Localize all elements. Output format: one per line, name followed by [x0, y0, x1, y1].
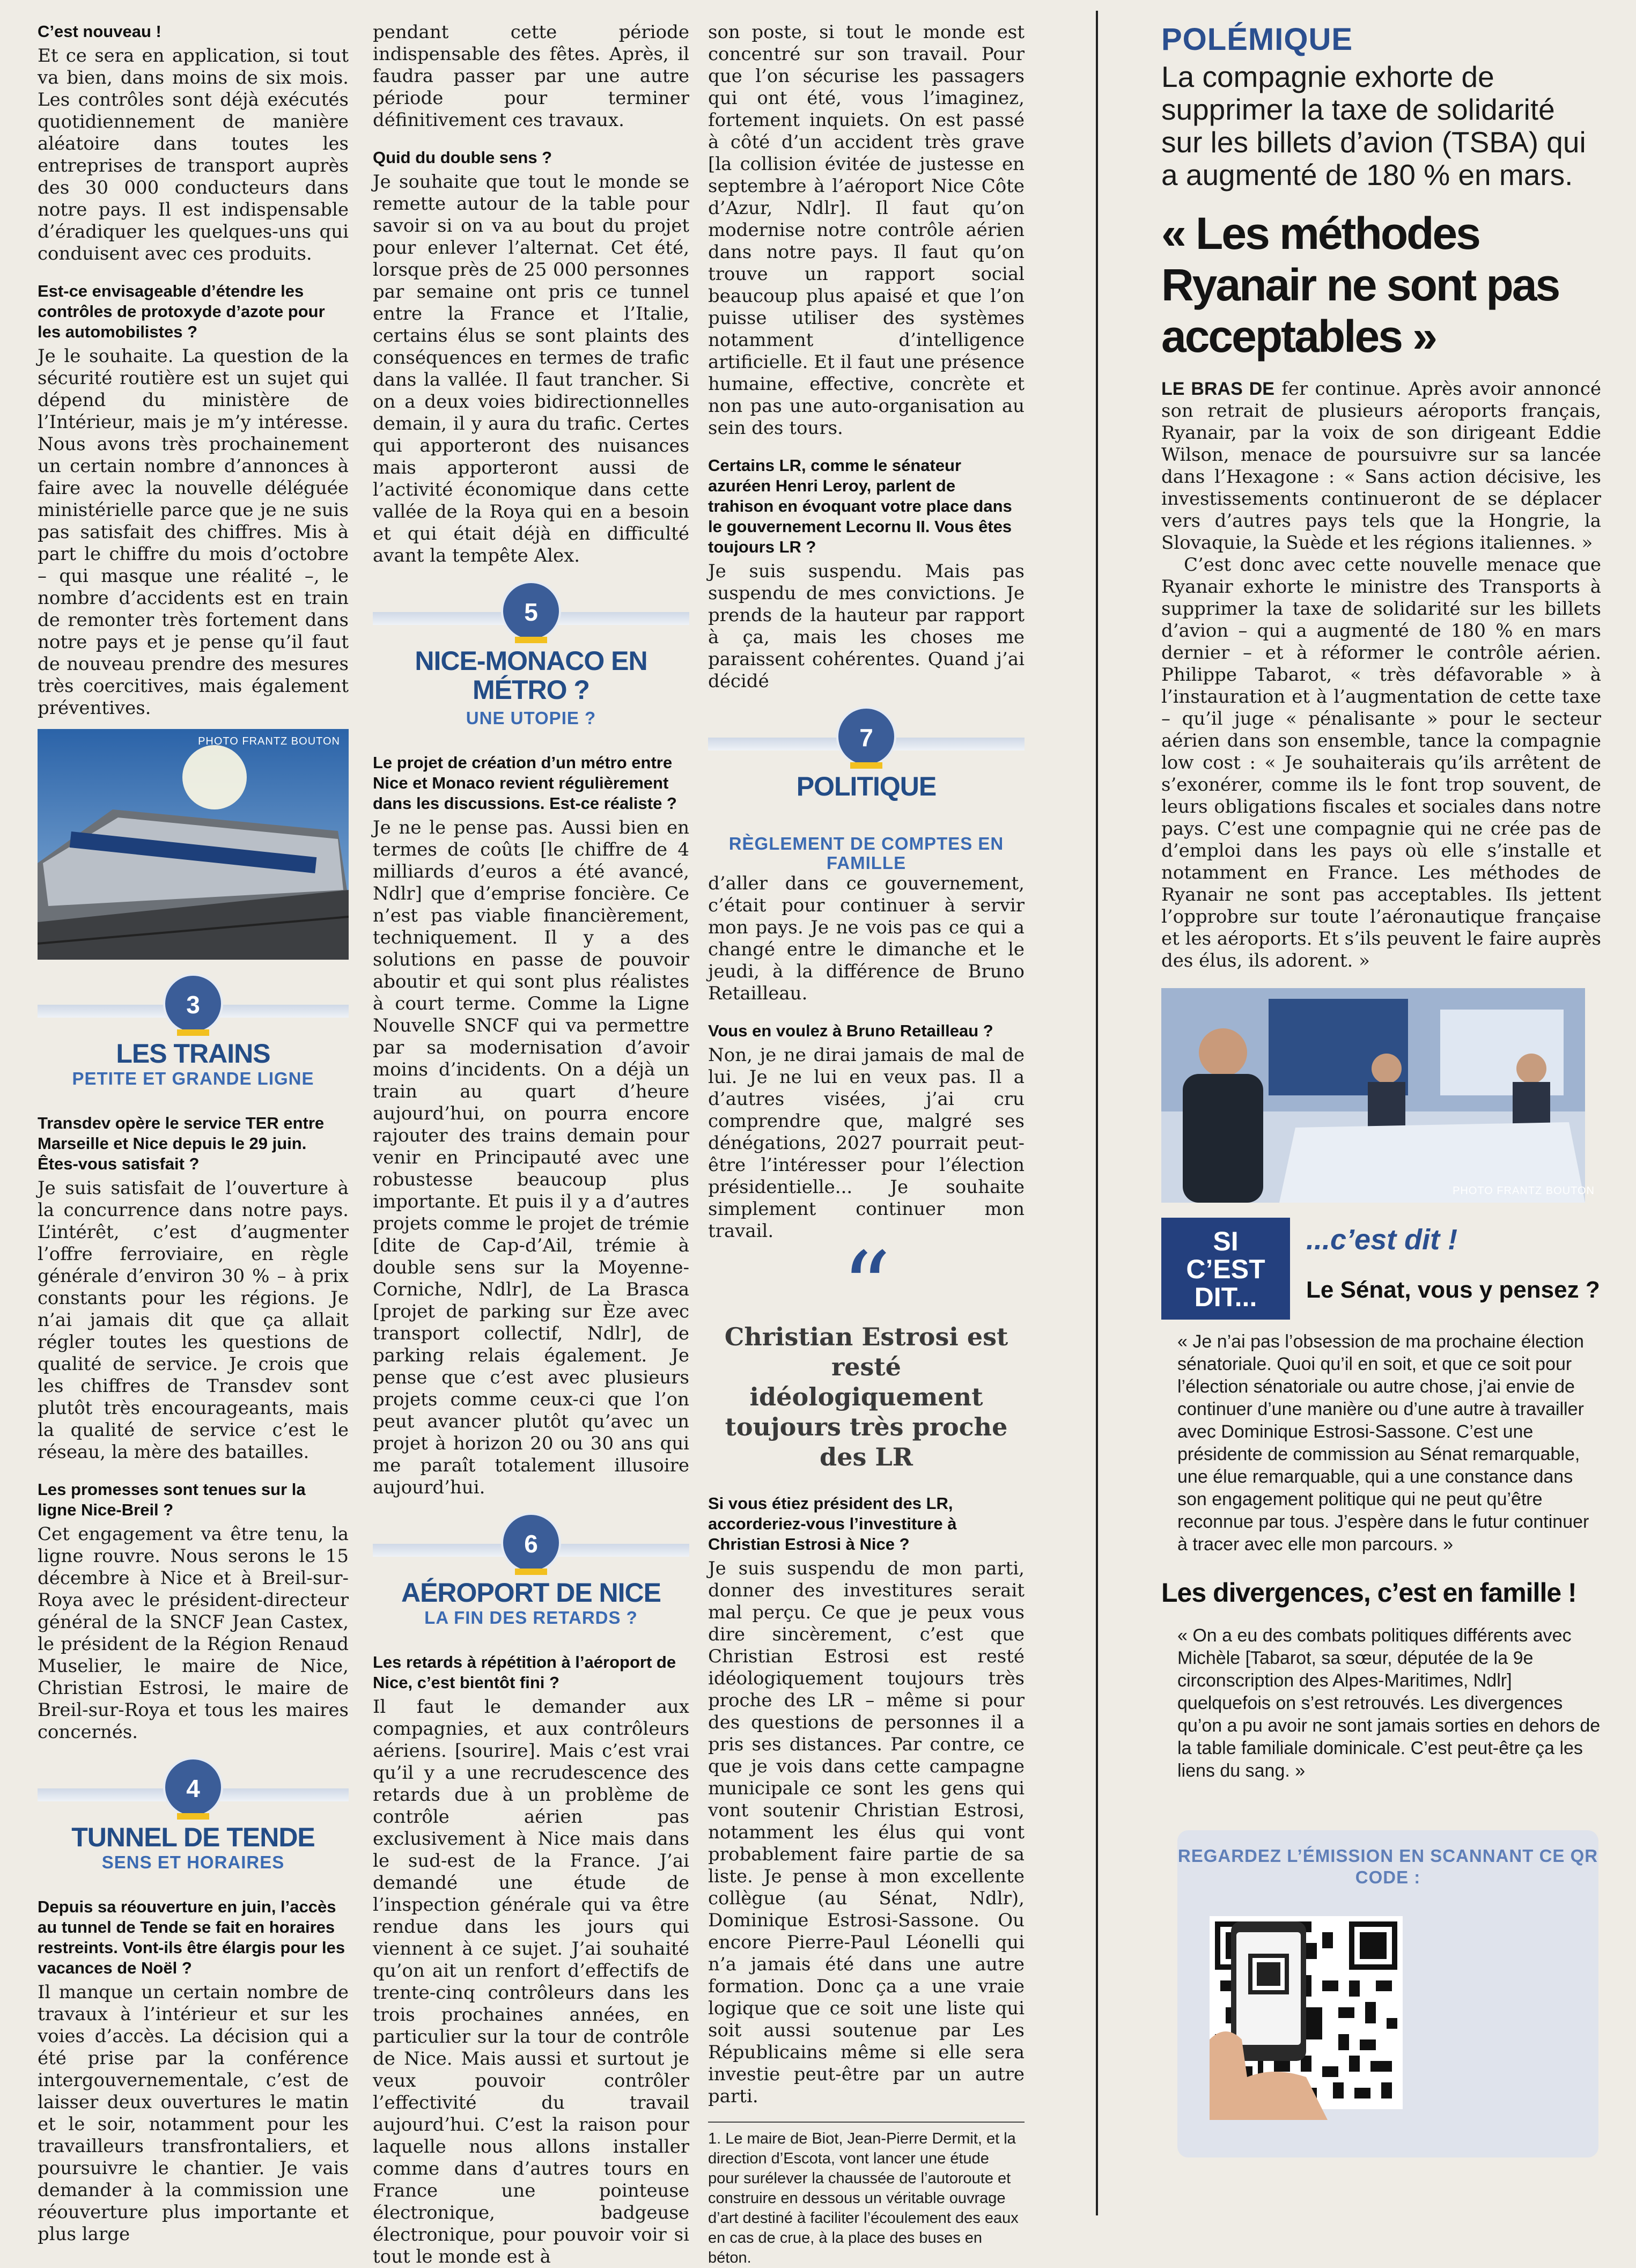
lede: La compagnie exhorte de supprimer la taxe de solidarité sur les billets d’avion (TSBA) qui a augmenté de 180 % en mars. — [1161, 60, 1586, 192]
qr-code-panel — [1177, 1830, 1598, 2157]
qr-instruction: REGARDEZ L’ÉMISSION EN SCANNANT CE QR CODE : — [1177, 1846, 1598, 1887]
section-number: 7 — [836, 706, 896, 767]
section-title: NICE-MONACO EN MÉTRO ? — [415, 646, 647, 705]
train-illustration — [38, 729, 349, 960]
section-title: AÉROPORT DE NICE — [401, 1578, 661, 1608]
si-cest-dit-block — [1161, 1218, 1601, 1320]
answer: Je suis suspendu. Mais pas suspendu de mes convictions. Je prends de la hauteur par rapport à ça, mais les choses me paraissent cohérentes. Quand j’ai décidé — [708, 561, 1025, 692]
train-photo — [38, 729, 349, 960]
section-subtitle: SENS ET HORAIRES — [101, 1852, 285, 1872]
studio-illustration — [1161, 988, 1585, 1203]
question: Transdev opère le service TER entre Marseille et Nice depuis le 29 juin. Êtes-vous satisfait ? — [38, 1114, 325, 1173]
question: Le projet de création d’un métro entre Nice et Monaco revient régulièrement dans les discussions. Est-ce réaliste ? — [373, 753, 677, 813]
answer: Je suis satisfait de l’ouverture à la concurrence dans notre pays. L’intérêt, c’est d’augmenter l’offre ferroviaire, en règle générale d’environ 30 % – à prix constants pour les régions. Je n’ai jamais dit que ça allait régler toutes les questions de qualité de service. Je crois que les chiffres de Transdev sont plutôt très encourageants, mais la qualité de service c’est le réseau, la mère des batailles. — [38, 1177, 349, 1463]
answer: Cet engagement va être tenu, la ligne rouvre. Nous serons le 15 décembre à Nice et à Breil-sur-Roya avec le président-directeur général de la SNCF Jean Castex, le président de la Région Renaud Muselier, le maire de Nice, Christian Estrosi, le maire de Breil-sur-Roya et tous les maires concernés. — [38, 1523, 349, 1743]
section-number: 4 — [163, 1757, 223, 1817]
answer: son poste, si tout le monde est concentré sur son travail. Pour que l’on sécurise les passagers qui ont été, vous l’imaginez, fortement inquiets. On est passé à côté d’un accident très grave [la collision évitée de justesse en septembre à l’aéroport Nice Côte d’Azur, Ndlr]. Il faut qu’on modernise notre contrôle aérien dans notre pays. Il faut qu’on trouve un rapport social beaucoup plus apaisé et que l’on puisse utiliser des systèmes notamment d’intelligence artificielle. Et il faut une présence humaine, effective, concrète et non pas une auto-organisation au sein des tours. — [708, 21, 1025, 439]
answer: Je ne le pense pas. Aussi bien en termes de coûts [le chiffre de 4 milliards d’euros a été avancé, Ndlr] que d’emprise foncière. Ce n’est pas viable financièrement, techniquement. Il y a des solutions en passe de pouvoir aboutir et qui sont plus réalistes à court terme. Comme la Ligne Nouvelle SNCF qui va permettre par sa modernisation d’avoir moins d’incidents. On a déjà un train au quart d’heure aujourd’hui, on pourra encore rajouter des trains demain pour venir en Principauté avec une robustesse beaucoup plus importante. Et puis il y a d’autres projets comme le projet de trémie [dite de Cap-d’Ail, trémie à double sens sur la Moyenne-Corniche, Ndlr], de La Brasca [projet de parking sur Èze avec transport collectif, Ndlr], de parking relais également. Je pense que c’est avec plusieurs projets comme ceux-ci que l’on peut avancer plutôt qu’avec un projet à horizon 20 ou 30 ans qui me paraît totalement illusoire aujourd’hui. — [373, 817, 689, 1498]
photo-credit: PHOTO FRANTZ BOUTON — [198, 735, 340, 747]
phone-in-hand-icon — [1210, 1916, 1328, 2120]
answer: Et ce sera en application, si tout va bien, dans moins de six mois. Les contrôles sont déjà exécutés quotidiennement de manière aléatoire dans toutes les entreprises de transport auprès des 30 000 conducteurs dans notre pays. Il est indispensable d’éradiquer les quelques-uns qui conduisent avec ces produits. — [38, 45, 349, 264]
section-header-metro — [373, 581, 689, 737]
column-3 — [708, 21, 1025, 2268]
question: Si vous étiez président des LR, accorderiez-vous l’investiture à Christian Estrosi à Nice ? — [708, 1494, 957, 1553]
section-number: 6 — [501, 1513, 561, 1573]
column-4 — [1161, 21, 1601, 2157]
section-subtitle: RÈGLEMENT DE COMPTES EN FAMILLE — [728, 834, 1004, 873]
section-subtitle: PETITE ET GRANDE LIGNE — [72, 1069, 314, 1088]
answer: Je souhaite que tout le monde se remette autour de la table pour savoir si on va au bout du projet pour enlever l’alternat. Cet été, lorsque près de 25 000 personnes par semaine ont pris ce tunnel entre la France et l’Italie, certains élus se sont plaints des conséquences en termes de trafic dans la vallée. Il faut trancher. Si on a deux voies bidirectionnelles demain, il y aura du trafic. Certes qui apporteront des nuisances mais apporteront aussi de l’activité économique dans cette vallée de la Roya qui en a besoin et qui était déjà en difficulté avant la tempête Alex. — [373, 171, 689, 566]
section-subtitle: UNE UTOPIE ? — [466, 708, 596, 728]
studio-photo — [1161, 988, 1601, 1203]
question: Certains LR, comme le sénateur azuréen Henri Leroy, parlent de trahison en évoquant votre place dans le gouvernement Lecornu II. Vous êtes toujours LR ? — [708, 456, 1012, 556]
section-title: LES TRAINS — [116, 1039, 270, 1069]
question: Est-ce envisageable d’étendre les contrôles de protoxyde d’azote pour les automobilistes ? — [38, 282, 325, 341]
kicker: POLÉMIQUE — [1161, 22, 1353, 57]
answer: Je suis suspendu de mon parti, donner des investitures serait mal perçu. Ce que je peux vous dire sincèrement, c’est que Christian Estrosi est resté idéologiquement toujours très proche des LR – même si pour des questions de personnes il a pris ses distances. Par contre, ce que je vois dans cette campagne municipale ce sont les gens qui vont soutenir Christian Estrosi, notamment les élus qui vont probablement faire partie de sa liste. Je pense à mon excellente collègue (au Sénat, Ndlr), Dominique Estrosi-Sassone. Ou encore Pierre-Paul Léonelli qui n’a jamais été dans une autre formation. Donc ça a une vraie logique que ce soit une liste qui soit aussi soutenue par Les Républicains même si elle sera investie peut-être par un autre parti. — [708, 1558, 1025, 2107]
article-paragraph: C’est donc avec cette nouvelle menace que Ryanair exhorte le ministre des Transports à supprimer la taxe de solidarité sur les billets d’avion – qui a augmenté de 180 % en mars dernier – et à réformer le contrôle aérien. Philippe Tabarot, « très défavorable » à l’instauration et à l’augmentation de cette taxe – qu’il juge « pénalisante » pour le secteur aérien dans son ensemble, tance la compagnie low cost : « Je souhaiterais qu’ils arrêtent de s’exonérer, comme ils le font trop souvent, de leurs obligations fiscales et sociales dans notre pays. C’est une compagnie qui ne crée pas de d’emploi dans les pays où elle s’installe et notamment en France. Les méthodes de Ryanair ne sont pas acceptables. Ils jettent l’opprobre sur toute l’aéronautique française et les aéroports. Et s’ils peuvent le faire auprès des élus, ils adorent. » — [1161, 554, 1601, 971]
question: Le Sénat, vous y pensez ? — [1306, 1277, 1600, 1303]
answer: Non, je ne dirai jamais de mal de lui. Je ne lui en veux pas. Il a d’autres visées, j’ai cru comprendre que, malgré ses dénégations, 2027 pourrait peut-être l’intéresser pour l’élection présidentielle... Je souhaite simplement continuer mon travail. — [708, 1044, 1025, 1242]
quote-text: « Je n’ai pas l’obsession de ma prochaine élection sénatoriale. Quoi qu’il en soit, et que ce soit pour l’élection sénatoriale ou autre chose, j’ai envie de continuer d’une manière ou d’une autre à travailler avec Dominique Estrosi-Sassone. C’est une présidente de commission au Sénat remarquable, une élue remarquable, qui a une constance dans son engagement politique qui ne peut qu’être reconnue par tous. J’espère dans le futur continuer à tracer avec elle mon parcours. » — [1177, 1331, 1589, 1555]
answer: pendant cette période indispensable des fêtes. Après, il faudra passer par une autre période pour terminer définitivement ces travaux. — [373, 21, 689, 131]
section-title: TUNNEL DE TENDE — [71, 1822, 315, 1852]
article-paragraph: LE BRAS DE fer continue. Après avoir annoncé son retrait de plusieurs aéroports français, Ryanair, par la voix de son dirigeant Eddie Wilson, menace de poursuivre sur sa lancée dans l’Hexagone : « Sans action décisive, les investissements continueront de se déplacer vers d’autres pays tels que la Hongrie, la Slovaquie, la Suède et les régions italiennes. » — [1161, 378, 1601, 554]
question: Les promesses sont tenues sur la ligne Nice-Breil ? — [38, 1480, 306, 1519]
answer: Il manque un certain nombre de travaux à l’intérieur et sur les voies d’accès. La décision qui a été prise par la conférence intergouvernementale, c’est de laisser deux ouvertures le matin et le soir, notamment pour les travailleurs transfrontaliers, et poursuivre le chantier. Je vais demander à la commission une réouverture plus importante et plus large — [38, 1982, 349, 2245]
question: Depuis sa réouverture en juin, l’accès au tunnel de Tende se fait en horaires restreints. Vont-ils être élargis pour les vacances de Noël ? — [38, 1897, 345, 1977]
lead-in: LE BRAS DE — [1161, 379, 1274, 399]
section-number: 5 — [501, 581, 561, 641]
section-header-trains — [38, 974, 349, 1097]
section-subtitle: LA FIN DES RETARDS ? — [424, 1608, 638, 1628]
answer: Je le souhaite. La question de la sécurité routière est un sujet qui dépend du ministère de l’Intérieur, mais je m’y intéresse. Nous avons très prochainement un certain nombre d’annonces à faire avec la nouvelle déléguée ministérielle parce que je ne suis pas satisfait des chiffres. Mis à part le chiffre du mois d’octobre – qui masque une réalité –, le nombre d’accidents est en train de remonter très fortement dans notre pays et je pense qu’il faut de nouveau prendre des mesures très coercitives, mais également préventives. — [38, 345, 349, 719]
subheading: Les divergences, c’est en famille ! — [1161, 1578, 1576, 1608]
question: Les retards à répétition à l’aéroport de Nice, c’est bientôt fini ? — [373, 1653, 676, 1692]
column-1 — [38, 21, 349, 2245]
photo-credit: PHOTO FRANTZ BOUTON — [1453, 1185, 1595, 1197]
si-cest-dit-logo: SI C’EST DIT... — [1161, 1218, 1290, 1320]
pull-quote: Christian Estrosi est resté idéologiquement toujours très proche des LR — [724, 1322, 1008, 1471]
answer: Il faut le demander aux compagnies, et aux contrôleurs aériens. [sourire]. Mais c’est vrai qu’il y a une recrudescence des retards due à un problème de contrôle aérien pas exclusivement à Nice mais dans le sud-est de la France. J’ai demandé une étude de l’inspection générale qui va être rendue dans les jours qui viennent à ce sujet. J’ai souhaité qu’on ait un renfort d’effectifs de trente-cinq contrôleurs dans les trois prochaines années, en particulier sur la tour de contrôle de Nice. Mais aussi et surtout je veux pouvoir contrôler l’effectivité du travail aujourd’hui. C’est la raison pour laquelle nous allons installer comme dans d’autres tours en France une pointeuse électronique, badgeuse électronique, pour pouvoir voir si tout le monde est à — [373, 1696, 689, 2267]
question: C’est nouveau ! — [38, 22, 161, 41]
section-title: POLITIQUE — [796, 771, 937, 801]
column-2 — [373, 21, 689, 2268]
column-divider — [1096, 11, 1098, 2215]
question: Vous en voulez à Bruno Retailleau ? — [708, 1021, 993, 1040]
quote-mark-icon: “ — [841, 1232, 891, 1344]
footnote: 1. Le maire de Biot, Jean-Pierre Dermit, et la direction d’Escota, vont lancer une étude pour surélever la chaussée de l’autoroute et construire en dessous un véritable ouvrage d’art destiné à faciliter l’écoulement des eaux en cas de crue, à la place des buses en béton. — [708, 2122, 1025, 2268]
quote-text: « On a eu des combats politiques différents avec Michèle [Tabarot, sa sœur, députée de la 9e circonscription des Alpes-Maritimes, Ndlr] quelquefois on s’est retrouvés. Les divergences qu’on a pu avoir ne sont jamais sorties en dehors de la table familiale dominicale. C’est peut-être ça les liens du sang. » — [1177, 1625, 1601, 1781]
headline: « Les méthodes Ryanair ne sont pas acceptables » — [1161, 208, 1559, 362]
block-title: ...c’est dit ! — [1306, 1224, 1458, 1256]
question: Quid du double sens ? — [373, 148, 552, 167]
section-header-politique — [708, 706, 1025, 873]
section-header-airport — [373, 1513, 689, 1636]
section-header-tunnel — [38, 1757, 349, 1881]
answer: d’aller dans ce gouvernement, c’était pour continuer à servir mon pays. Je ne vois pas ce qui a changé entre le dimanche et le jeudi, à la différence de Bruno Retailleau. — [708, 873, 1025, 1004]
section-number: 3 — [163, 974, 223, 1034]
